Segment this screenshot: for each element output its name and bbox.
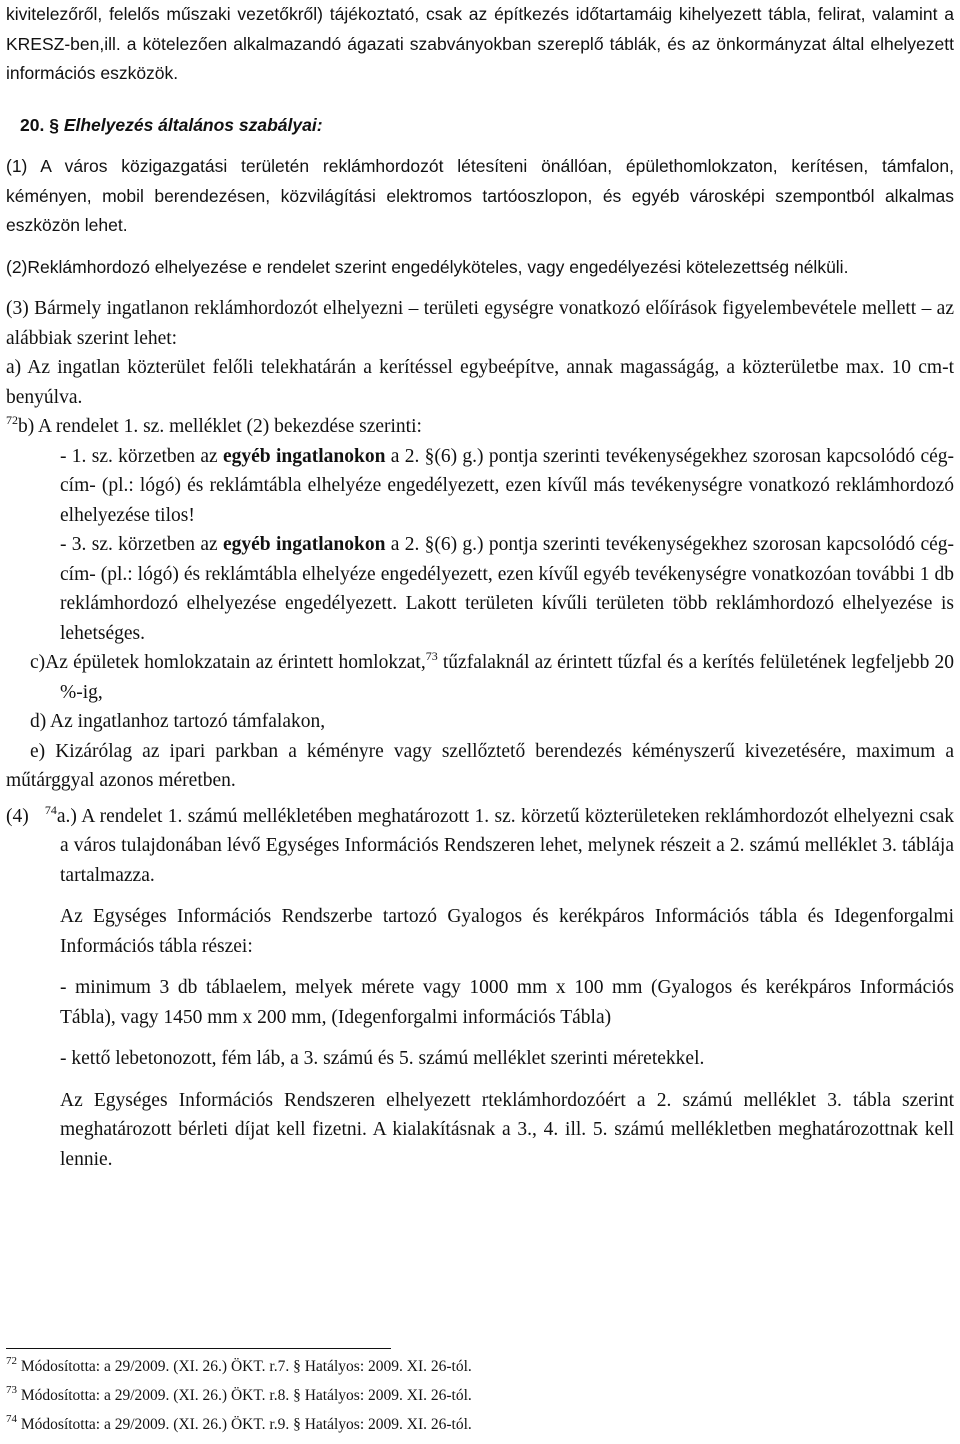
paragraph-1: (1) A város közigazgatási területén reklámhordozót létesíteni önállóan, épülethomlokzaton, kerítésen, támfalon, kéményen, mobil berendezésen, közvilágítási elektromos tartóoszlopon, és egyéb városképi szempontból alkalmas eszközön lehet. [6, 156, 954, 235]
paragraph-4-fee: Az Egységes Információs Rendszeren elhelyezett rteklámhordozóért a 2. számú melléklet 3. tábla szerint meghatározott bérleti díjat kell fizetni. A kialakításnak a 3., 4. ill. 5. számú mellékletben meghatározottnak kell lennie. [60, 1089, 954, 1170]
document-page [6, 0, 954, 1174]
footnote-73: $^{73}$ Módosította: a 29/2009. (XI. 26.) ÖKT. r.8. § Hatályos: 2009. XI. 26-tól. [6, 1384, 472, 1404]
footnote-ref-74: 74 [44, 802, 57, 817]
paragraph-4-parts-intro: Az Egységes Információs Rendszerbe tartozó Gyalogos és kerékpáros Információs tábla és Idegenforgalmi Információs tábla részei: [60, 906, 954, 957]
footnote-ref-72: 72 [6, 413, 18, 427]
paragraph-4: (4) $^{74}$a.) A rendelet 1. számú mellékletében meghatározott 1. sz. körzetű közterületeken reklámhordozót elhelyezni csak a város tulajdonában lévő Egységes Információs Rendszeren lehet, melynek részeit a 2. számú melléklet 3. táblája tartalmazza. [6, 802, 955, 886]
paragraph-3a: a) Az ingatlan közterület felőli telekhatárán a kerítéssel egybeépítve, annak magasságág, a közterületbe max. 10 cm-t benyúlva. [6, 357, 954, 408]
footnotes [6, 1352, 472, 1439]
footnote-ref-73: 73 [425, 649, 438, 663]
footnote-74: $^{74}$ Módosította: a 29/2009. (XI. 26.) ÖKT. r.9. § Hatályos: 2009. XI. 26-tól. [6, 1413, 472, 1433]
paragraph-3b-item-1: - 1. sz. körzetben az egyéb ingatlanokon a 2. §(6) g.) pontja szerinti tevékenységekhez szorosan kapcsolódó cég- cím- (pl.: lógó) és reklámtábla elhelyéze engedélyezett, ezen kívűl más tevékenységre vonatkozó reklámhordozó elhelyezése tilos! [60, 445, 954, 526]
intro-paragraph: kivitelezőről, felelős műszaki vezetőkről) tájékoztató, csak az építkezés időtartamáig kihelyezett tábla, felirat, valamint a KRESZ-ben,ill. a kötelezően alkalmazandó ágazati szabványokban szereplő táblák, és az önkormányzat által elhelyezett információs eszközök. [6, 4, 954, 83]
paragraph-3d: d) Az ingatlanhoz tartozó támfalakon, [30, 711, 326, 732]
footnote-divider [6, 1348, 391, 1349]
paragraph-3b: $^{72}$b) A rendelet 1. sz. melléklet (2) bekezdése szerinti: [6, 413, 422, 437]
section-heading [20, 111, 954, 141]
paragraph-4-item-2: - kettő lebetonozott, fém láb, a 3. számú és 5. számú melléklet szerinti méretekkel. [60, 1048, 705, 1069]
paragraph-3e: e) Kizárólag az ipari parkban a kéményre vagy szellőztető berendezés kéményszerű kivezetésére, maximum a műtárggyal azonos méretben. [6, 740, 954, 791]
paragraph-3b-item-3: - 3. sz. körzetben az egyéb ingatlanokon a 2. §(6) g.) pontja szerinti tevékenységekhez szorosan kapcsolódó cég- cím- (pl.: lógó) és reklámtábla elhelyéze engedélyezett, ezen kívűl egyéb tevékenységre vonatkozóan további 1 db reklámhordozó elhelyezése engedélyezett. Lakott területen kívűli területen több reklámhordozó elhelyezése is lehetséges. [60, 534, 954, 644]
paragraph-3c: c)Az épületek homlokzatain az érintett homlokzat,$^{73}$ tűzfalaknál az érintett tűzfal és a kerítés felületének legfeljebb 20 %-ig, [30, 649, 955, 703]
paragraph-3: (3) Bármely ingatlanon reklámhordozót elhelyezni – területi egységre vonatkozó előírások figyelembevétele mellett – az alábbiak szerint lehet: [6, 298, 954, 349]
footnote-72: $^{72}$ Módosította: a 29/2009. (XI. 26.) ÖKT. r.7. § Hatályos: 2009. XI. 26-tól. [6, 1355, 472, 1375]
section-number: 20. [20, 114, 45, 135]
section-sign: § [49, 114, 59, 135]
section-title: Elhelyezés általános szabályai: [63, 114, 323, 135]
paragraph-4-item-1: - minimum 3 db táblaelem, melyek mérete vagy 1000 mm x 100 mm (Gyalogos és kerékpáros Információs Tábla), vagy 1450 mm x 200 mm, (Idegenforgalmi információs Tábla) [60, 977, 954, 1028]
paragraph-2: (2)Reklámhordozó elhelyezése e rendelet szerint engedélyköteles, vagy engedélyezési kötelezettség nélküli. [6, 256, 849, 277]
